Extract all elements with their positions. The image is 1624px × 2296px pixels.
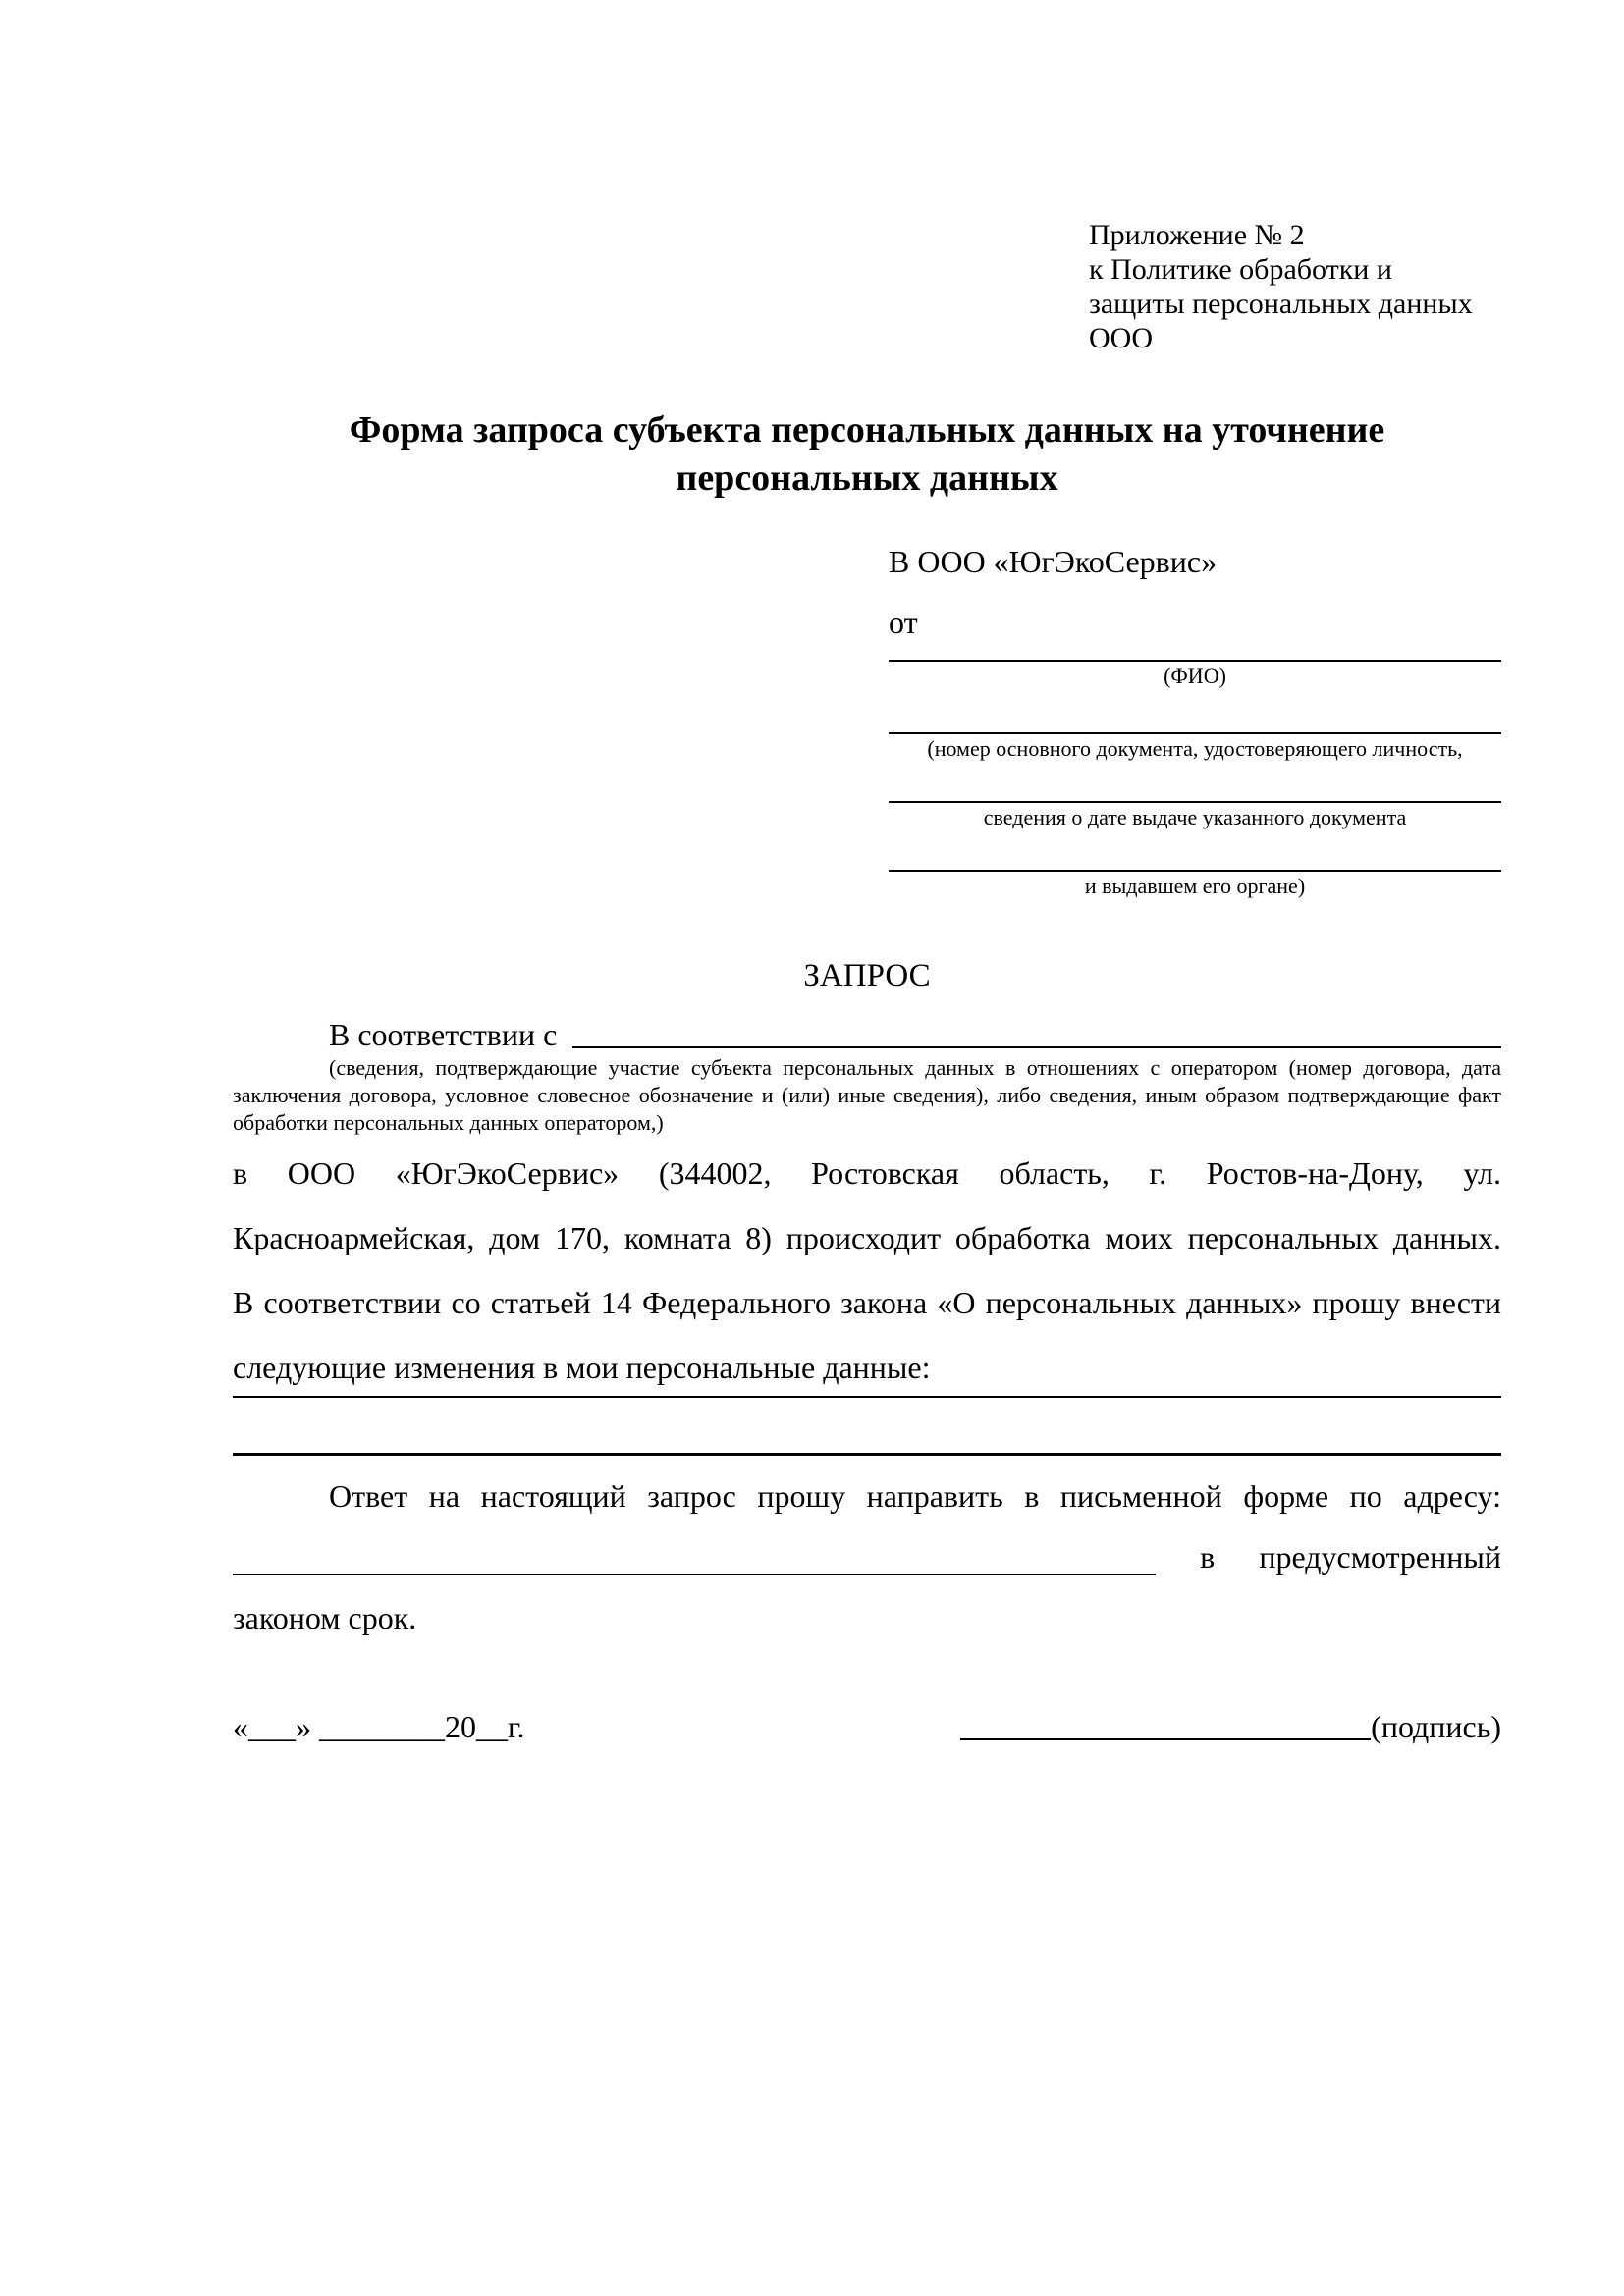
appendix-line: к Политике обработки и bbox=[1089, 253, 1392, 286]
body-line: В соответствии со статьей 14 Федерального закона «О персональных данных» прошу внести bbox=[233, 1285, 1501, 1320]
document-number-caption: (номер основного документа, удостоверяющего личность, bbox=[927, 736, 1463, 761]
reply-line2 bbox=[233, 1526, 1501, 1587]
address-blank-line bbox=[233, 1574, 1156, 1575]
issuing-authority-caption: и выдавшем его органе) bbox=[1084, 874, 1306, 898]
signature-group bbox=[960, 1705, 1501, 1748]
date-field: «___» ________20__г. bbox=[233, 1709, 525, 1744]
note-line: (сведения, подтверждающие участие субъекта персональных данных в отношениях с оператором (номер договора, дата bbox=[329, 1055, 1501, 1080]
appendix-line: ООО bbox=[1089, 322, 1153, 354]
addressee-block bbox=[889, 542, 1501, 899]
document-number-blank-line bbox=[889, 689, 1501, 734]
appendix-line: Приложение № 2 bbox=[1089, 219, 1305, 251]
reply-word-predusmotrenny: предусмотренный bbox=[1259, 1539, 1501, 1575]
accordance-label: В соответствии с bbox=[329, 1017, 566, 1052]
request-heading: ЗАПРОС bbox=[803, 958, 931, 993]
document-title-line1: Форма запроса субъекта персональных данных на уточнение bbox=[349, 409, 1385, 451]
reply-paragraph bbox=[233, 1466, 1501, 1648]
document-title bbox=[233, 406, 1501, 503]
signature-blank-line bbox=[960, 1738, 1371, 1740]
changes-blank-line-2 bbox=[233, 1453, 1501, 1456]
from-label: от bbox=[889, 605, 918, 640]
issue-date-caption: сведения о дате выдаче указанного документа bbox=[983, 805, 1407, 829]
body-line: в ООО «ЮгЭкоСервис» (344002, Ростовская область, г. Ростов-на-Дону, ул. bbox=[233, 1155, 1501, 1191]
issue-date-blank-line bbox=[889, 762, 1501, 803]
fio-caption: (ФИО) bbox=[1164, 664, 1226, 688]
appendix-line: защиты персональных данных bbox=[1089, 288, 1473, 320]
accordance-row bbox=[233, 1015, 1501, 1054]
issuing-authority-blank-line bbox=[889, 830, 1501, 872]
reply-word-v: в bbox=[1200, 1539, 1216, 1575]
body-line: Красноармейская, дом 170, комната 8) происходит обработка моих персональных данных. bbox=[233, 1220, 1501, 1255]
reply-line1: Ответ на настоящий запрос прошу направить в письменной форме по адресу: bbox=[329, 1478, 1501, 1514]
footer-row bbox=[233, 1705, 1501, 1748]
note-line: заключения договора, условное словесное обозначение и (или) иные сведения), либо сведения, иным образом подтверждающие факт bbox=[233, 1083, 1501, 1107]
document-title-line2: персональных данных bbox=[676, 457, 1058, 499]
accordance-blank-line bbox=[572, 1046, 1501, 1048]
signature-caption: (подпись) bbox=[1371, 1709, 1501, 1744]
fio-blank-line bbox=[889, 642, 1501, 662]
accordance-note bbox=[233, 1054, 1501, 1137]
body-paragraph bbox=[233, 1141, 1501, 1400]
body-line: следующие изменения в мои персональные данные: bbox=[233, 1350, 931, 1385]
addressee-organization: В ООО «ЮгЭкоСервис» bbox=[889, 544, 1218, 579]
appendix-header bbox=[1089, 218, 1501, 355]
reply-line3: законом срок. bbox=[233, 1600, 417, 1635]
note-line: обработки персональных данных оператором,) bbox=[233, 1110, 664, 1135]
